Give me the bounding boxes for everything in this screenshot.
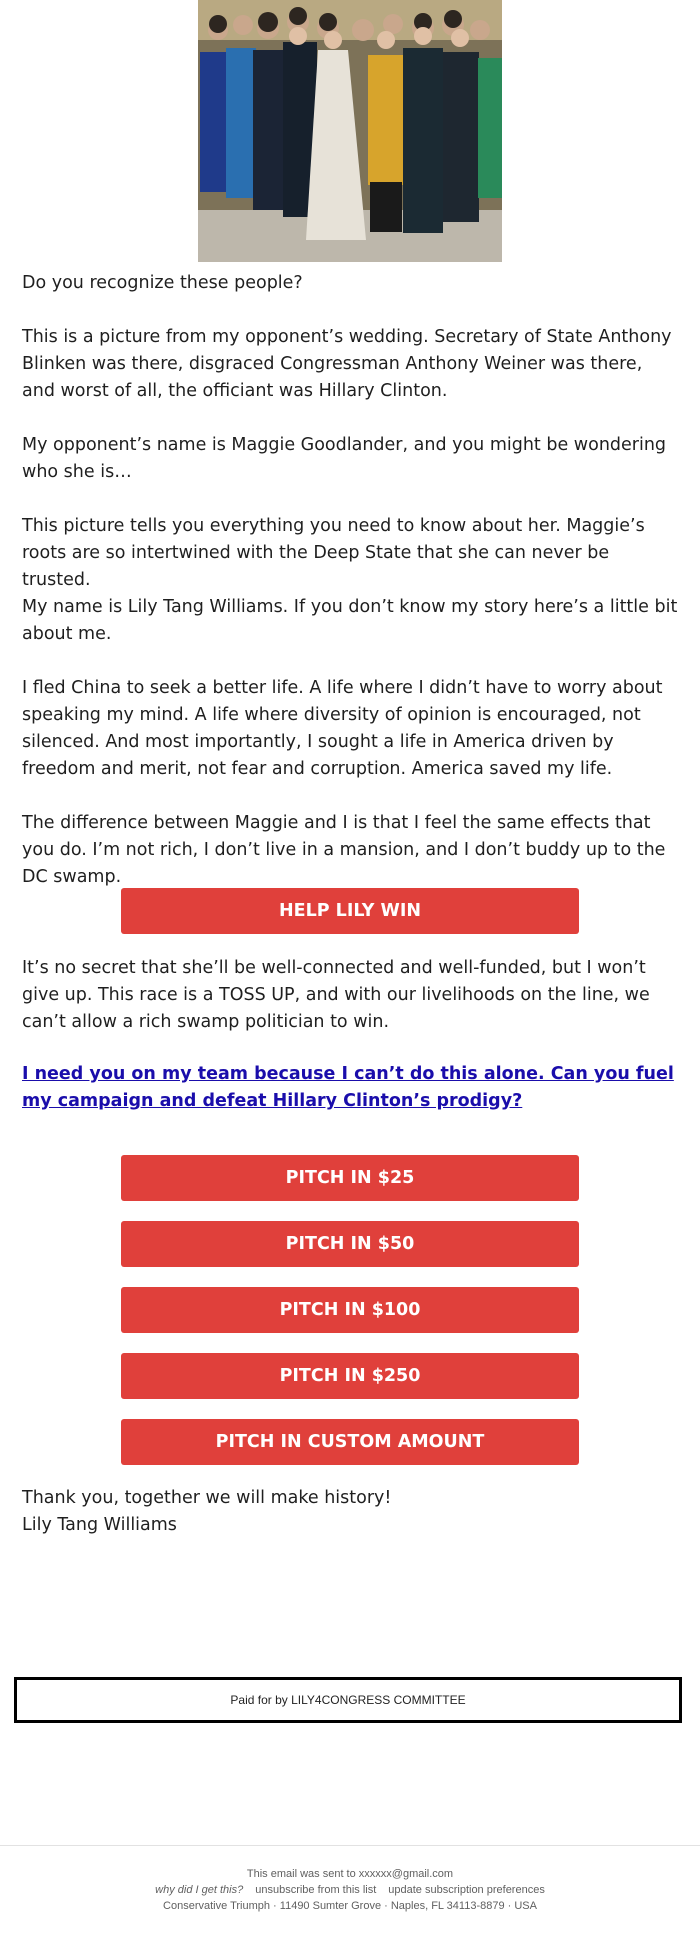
pitch-in-25-button[interactable]: PITCH IN $25 <box>121 1155 579 1201</box>
paragraph-toss-up: It’s no secret that she’ll be well-connected and well-funded, but I won’t give up. This race is a TOSS UP, and with our livelihoods on the line, we can’t allow a rich swamp politician to win. <box>22 958 650 1032</box>
paragraph-opponent: My opponent’s name is Maggie Goodlander, and you might be wondering who she is… <box>22 435 667 482</box>
signoff-name: Lily Tang Williams <box>22 1515 177 1535</box>
paid-for-text: Paid for by LILY4CONGRESS COMMITTEE <box>230 1693 466 1707</box>
unsubscribe-link[interactable]: unsubscribe from this list <box>255 1884 377 1896</box>
paid-for-disclaimer <box>14 1677 682 1723</box>
paragraph-introduction: My name is Lily Tang Williams. If you don’t know my story here’s a little bit about me. <box>22 597 678 644</box>
signoff-thanks: Thank you, together we will make history! <box>22 1488 392 1508</box>
footer-sent-to <box>0 1868 700 1880</box>
sent-to-label: This email was sent to <box>246 1868 356 1880</box>
pitch-in-250-button[interactable]: PITCH IN $250 <box>121 1353 579 1399</box>
paragraph-wedding: This is a picture from my opponent’s wedding. Secretary of State Anthony Blinken was there, disgraced Congressman Anthony Weiner was there, and worst of all, the officiant was Hillary Clinton. <box>22 327 672 401</box>
footer-address: Conservative Triumph · 11490 Sumter Grove · Naples, FL 34113-8879 · USA <box>163 1900 537 1912</box>
hero-photo <box>198 0 502 262</box>
paragraph-deep-state: This picture tells you everything you need to know about her. Maggie’s roots are so intertwined with the Deep State that she can never be trusted. <box>22 516 645 590</box>
help-lily-win-button[interactable]: HELP LILY WIN <box>121 888 579 934</box>
intro-question: Do you recognize these people? <box>22 273 303 293</box>
paragraph-difference: The difference between Maggie and I is that I feel the same effects that you do. I’m not rich, I don’t live in a mansion, and I don’t buddy up to the DC swamp. <box>22 813 666 887</box>
fuel-campaign-link[interactable]: I need you on my team because I can’t do this alone. Can you fuel my campaign and defeat Hillary Clinton’s prodigy? <box>22 1064 674 1111</box>
footer-divider <box>0 1845 700 1846</box>
footer-links <box>0 1884 700 1896</box>
update-preferences-link[interactable]: update subscription preferences <box>388 1884 545 1896</box>
pitch-in-50-button[interactable]: PITCH IN $50 <box>121 1221 579 1267</box>
paragraph-story: I fled China to seek a better life. A life where I didn’t have to worry about speaking my mind. A life where diversity of opinion is encouraged, not silenced. And most importantly, I sought a life in America driven by freedom and merit, not fear and corruption. America saved my life. <box>22 678 663 779</box>
why-did-i-get-this-link[interactable]: why did I get this? <box>155 1884 244 1896</box>
recipient-email-link[interactable]: xxxxxx@gmail.com <box>358 1868 454 1880</box>
wedding-group-photo <box>198 0 502 262</box>
pitch-in-100-button[interactable]: PITCH IN $100 <box>121 1287 579 1333</box>
pitch-in-custom-button[interactable]: PITCH IN CUSTOM AMOUNT <box>121 1419 579 1465</box>
